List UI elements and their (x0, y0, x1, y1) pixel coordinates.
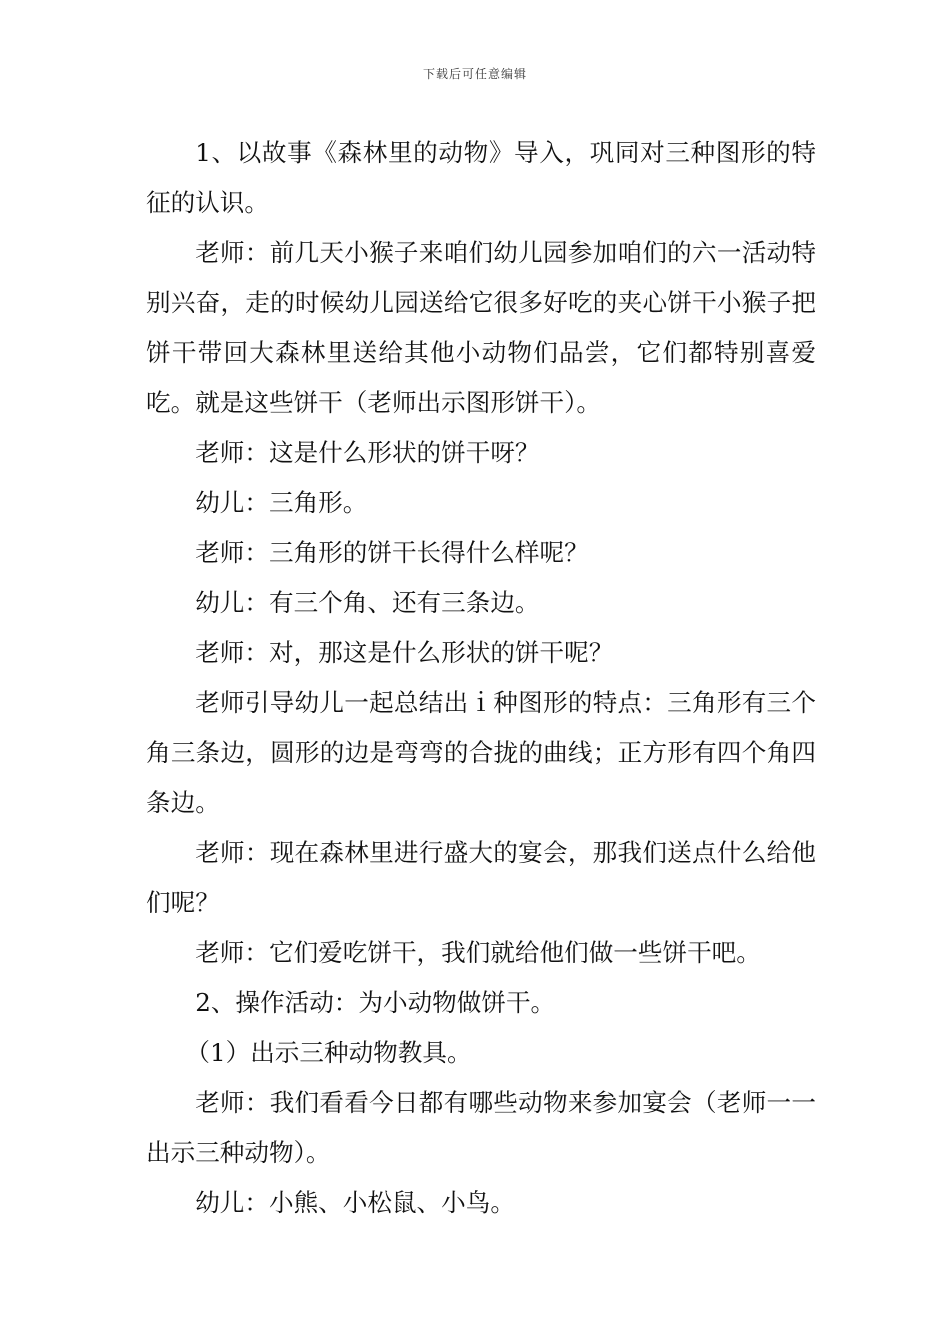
paragraph: 幼儿：三角形。 (195, 488, 368, 517)
paragraph: 老师：现在森林里进行盛大的宴会，那我们送点什么给他们呢？ (146, 838, 816, 917)
paragraph: （1）出示三种动物教具。 (185, 1038, 472, 1067)
paragraph: 老师：前几天小猴子来咱们幼儿园参加咱们的六一活动特别兴奋，走的时候幼儿园送给它很多好吃的夹心饼干小猴子把饼干带回大森林里送给其他小动物们品尝，它们都特别喜爱吃。就是这些饼干（老师出示图形饼干）。 (146, 238, 816, 417)
document-body (146, 128, 816, 1228)
paragraph: 幼儿：小熊、小松鼠、小鸟。 (195, 1188, 515, 1217)
page-header: 下载后可任意编辑 (422, 67, 527, 81)
paragraph: 老师：它们爱吃饼干，我们就给他们做一些饼干吧。 (195, 938, 761, 967)
paragraph: 老师：我们看看今日都有哪些动物来参加宴会（老师一一出示三种动物）。 (146, 1088, 816, 1167)
paragraph: 幼儿：有三个角、还有三条边。 (195, 588, 540, 617)
paragraph: 老师：三角形的饼干长得什么样呢？ (195, 538, 589, 567)
paragraph: 老师：这是什么形状的饼干呀？ (195, 438, 540, 467)
paragraph: 1、以故事《森林里的动物》导入，巩同对三种图形的特征的认识。 (146, 138, 816, 217)
paragraph: 老师引导幼儿一起总结出ｉ种图形的特点：三角形有三个角三条边，圆形的边是弯弯的合拢的曲线；正方形有四个角四条边。 (146, 688, 816, 817)
paragraph: 老师：对，那这是什么形状的饼干呢？ (195, 638, 614, 667)
paragraph: 2、操作活动：为小动物做饼干。 (195, 988, 556, 1017)
